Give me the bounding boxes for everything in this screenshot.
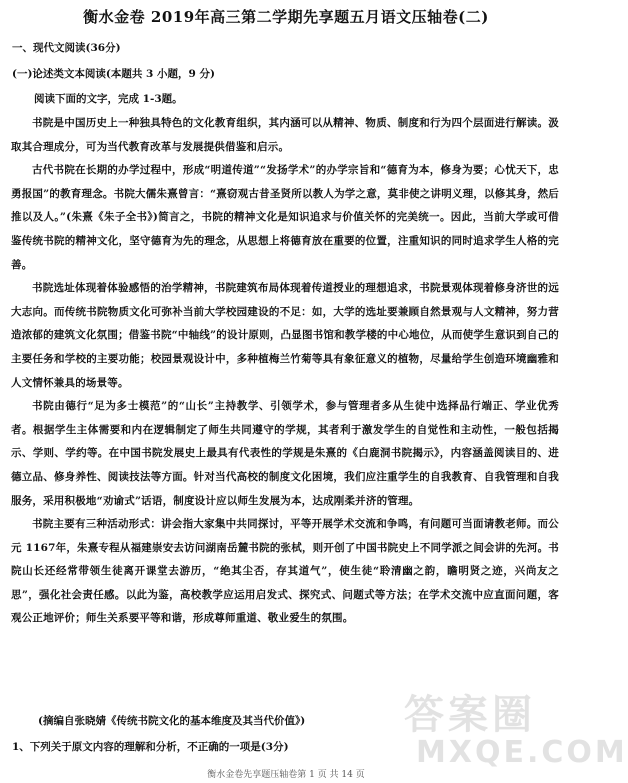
page-footer: 衡水金卷先享题压轴卷第 1 页 共 14 页 xyxy=(207,770,365,780)
passage-paragraph: 书院选址体现着体验感悟的治学精神，书院建筑布局体现着传道授业的理想追求，书院景观体现着修身济世的远大志向。而传统书院物质文化可弥补当前大学校园建设的不足：如，大学的选址要兼顾自然景观与人文精神，努力营造浓郁的建筑文化氛围；借鉴书院“中轴线”的设计原则，凸显图书馆和教学楼的中心地位，从而使学生意识到自己的主要任务和学校的主要功能；校园景观设计中，多种植梅兰竹菊等具有象征意义的植物，尽量给学生创造环境幽雅和人文情怀兼具的场景等。 xyxy=(11,282,559,389)
passage-source: (摘编自张晓婧《传统书院文化的基本维度及其当代价值》) xyxy=(38,715,306,727)
passage-paragraph: 书院由德行“足为多士模范”的“山长”主持教学、引领学术，参与管理者多从生徒中选择品行端正、学业优秀者。根据学生主体需要和内在逻辑制定了师生共同遵守的学规，其者利于激发学生的自觉性和主动性，一般包括揭示、学则、学约等。在中国书院发展史上最具有代表性的学规是朱熹的《白鹿洞书院揭示》，内容涵盖阅读目的、进德立品、修身养性、阅读技法等方面。针对当代高校的制度文化困境，我们应注重学生的自我教育、自我管理和自我服务，采用积极地“劝谕式”话语，制度设计应以师生发展为本，达成刚柔并济的管理。 xyxy=(11,400,559,507)
passage-paragraph: 书院是中国历史上一种独具特色的文化教育组织，其内涵可以从精神、物质、制度和行为四个层面进行解读。汲取其合理成分，可为当代教育改革与发展提供借鉴和启示。 xyxy=(11,117,559,153)
section-heading: 一、现代文阅读(36分) xyxy=(12,42,121,54)
page-title: 衡水金卷 2019年高三第二学期先享题五月语文压轴卷(二) xyxy=(83,8,489,26)
question-1: 1、下列关于原文内容的理解和分析，不正确的一项是(3分) xyxy=(12,741,289,753)
passage-paragraph: 古代书院在长期的办学过程中，形成“明道传道”“发扬学术”的办学宗旨和“德育为本，修身为要；心忧天下，忠勇报国”的教育理念。书院大儒朱熹曾言：“熹窃观古昔圣贤所以教人为学之意，莫非使之讲明义理，以修其身，然后推以及人。”(朱熹《朱子全书》)简言之，书院的精神文化是知识追求与价值关怀的完美统一。因此，当前大学或可借鉴传统书院的精神文化，坚守德育为先的理念，从思想上将德育放在重要的位置，注重知识的同时追求学生人格的完善。 xyxy=(11,164,559,271)
subsection-heading: (一)论述类文本阅读(本题共 3 小题，9 分) xyxy=(12,68,215,80)
reading-instruction: 阅读下面的文字，完成 1-3题。 xyxy=(34,93,183,105)
passage-paragraph: 书院主要有三种活动形式：讲会指大家集中共同探讨，平等开展学术交流和争鸣，有问题可当面请教老师。而公元 1167年，朱熹专程从福建崇安去访问湖南岳麓书院的张栻，则开创了中国书院史上不同学派之间会讲的先河。书院山长还经常带领生徒离开课堂去游历，“绝其尘否，存其道气”，使生徒“聆清幽之韵，瞻明贤之迹，兴尚友之思”，强化社会责任感。以此为鉴，高校教学应运用启发式、探究式、问题式等方法；在学术交流中应直面问题，客观公正地评价；师生关系要平等和谐，形成尊师重道、敬业爱生的氛围。 xyxy=(11,518,559,625)
site-watermark xyxy=(398,683,628,779)
reading-passage xyxy=(11,112,559,631)
watermark-logo-text: 答案圈 xyxy=(404,692,536,738)
watermark-url: MXQE.COM xyxy=(416,735,628,770)
